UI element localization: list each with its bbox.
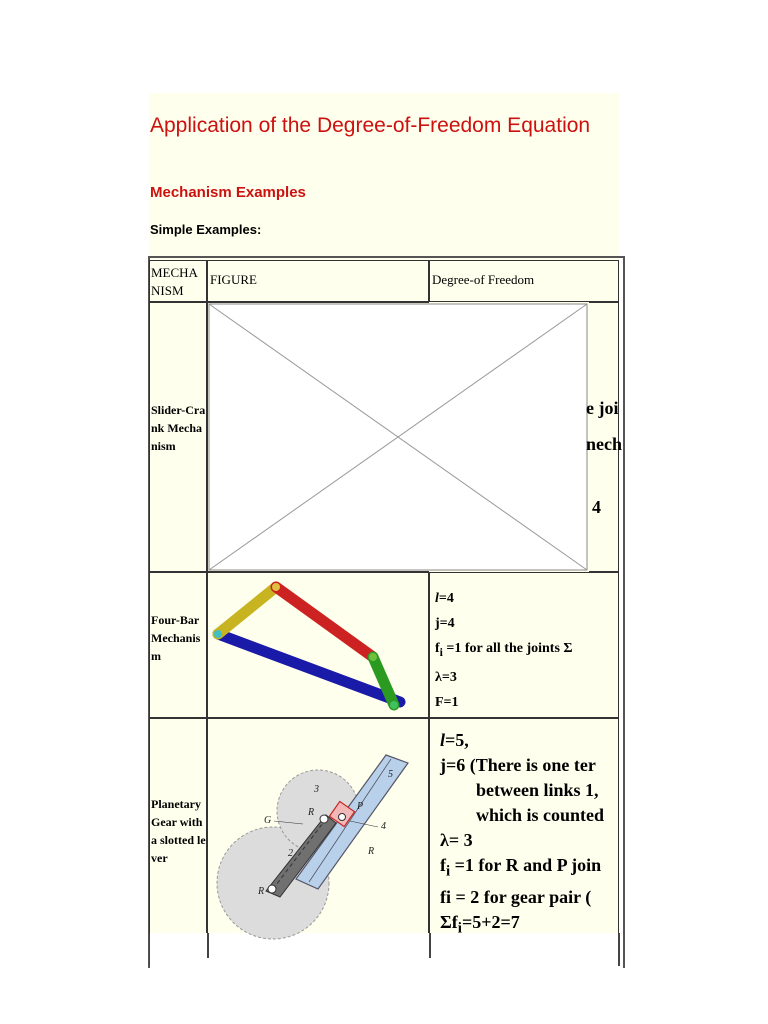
planetary-dof-line-6 [440,853,604,885]
header-figure-label: FIGURE [210,272,257,287]
four-bar-l-value: =4 [438,591,454,606]
table-continuation-mid1 [207,933,209,958]
broken-image-placeholder [208,303,590,571]
sub-i: i [446,863,451,880]
four-bar-crank-link [218,587,276,634]
slider-crank-dof-line-2: nech [586,434,622,454]
row-four-bar-label-cell [149,572,207,718]
header-dof-label: Degree-of Freedom [432,272,535,287]
row-slider-crank-dof-cell [586,302,622,572]
row-slider-crank-label-cell [149,302,207,572]
four-bar-dof-line-5: F=1 [435,694,459,710]
row-planetary-label-cell [149,718,207,933]
four-bar-dof-line-3 [435,636,573,665]
simple-examples-label: Simple Examples: [150,222,262,237]
header-mechanism [149,260,207,302]
pivot-slider-icon [339,814,346,821]
joint-c-icon [369,653,377,661]
header-figure [207,260,429,302]
header-mechanism-label: MECHANISM [151,265,198,298]
table-continuation-mid2 [429,933,431,958]
sym-f: f [440,855,446,875]
planetary-dof-line-8 [440,910,604,942]
row-four-bar-figure-cell [207,572,429,718]
four-bar-dof-line-4: λ=3 [435,669,457,685]
label-5: 5 [388,769,393,780]
label-g: G [264,815,272,826]
label-r-right: R [368,846,375,857]
table-continuation-left [149,933,150,966]
label-r-top: R [308,807,315,818]
label-3: 3 [314,784,319,795]
four-bar-dof-lines [435,586,573,715]
joint-d-icon [390,701,398,709]
sym-sigma-f: Σf [440,911,458,932]
four-bar-dof-line-2: j=4 [435,616,455,631]
four-bar-fi-value: =1 for all the joints Σ [442,641,573,656]
planetary-dof-line-3: between links 1, [476,780,599,800]
label-4: 4 [381,821,386,832]
label-r-bottom: R [258,886,265,897]
planetary-l-value: =5, [445,730,469,750]
planetary-sum-value: =5+2=7 [461,911,520,932]
label-p: P [357,801,364,812]
sub-i: i [457,920,462,937]
four-bar-coupler-link [276,587,373,657]
sym-l: l [435,591,439,606]
planetary-fi-value: =1 for R and P join [450,855,602,875]
planetary-dof-line-5: λ= 3 [440,830,473,850]
row-four-bar-label: Four-Bar Mechanism [151,613,201,663]
table-continuation-right [618,933,620,966]
joint-b-icon [272,583,280,591]
sym-l: l [440,730,446,750]
row-four-bar-dof-cell [429,572,619,718]
four-bar-linkage-figure [208,573,428,717]
planetary-dof-line-7: fi = 2 for gear pair ( [440,886,592,907]
four-bar-dof-line-1 [435,586,573,611]
row-slider-crank-label: Slider-Crank Mechanism [151,403,206,453]
planetary-gear-figure [208,719,428,932]
planetary-dof-line-1 [440,728,604,753]
slider-crank-dof-line-3: 4 [592,497,601,517]
planetary-dof-lines [440,728,604,941]
label-2: 2 [288,848,293,859]
section-subtitle: Mechanism Examples [150,184,306,201]
planetary-dof-line-2: j=6 (There is one ter [440,755,596,775]
row-planetary-label: Planetary Gear with a slotted lever [151,797,206,865]
header-dof [429,260,619,302]
row-planetary-dof-cell [429,718,619,937]
row-planetary-figure-cell [207,718,429,933]
sub-i: i [439,645,443,659]
pivot-r-icon [268,885,276,893]
sym-f: f [435,641,440,656]
slider-crank-dof-line-1: e joi [586,398,619,418]
pivot-planet-icon [320,815,328,823]
joint-a-icon [214,630,222,638]
page-title: Application of the Degree-of-Freedom Equation [150,114,591,137]
planetary-dof-line-4: which is counted [476,805,605,825]
